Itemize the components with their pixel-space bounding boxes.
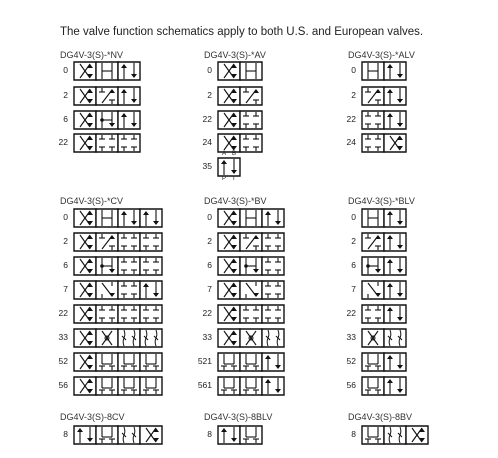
- function-code: 8: [63, 429, 68, 439]
- valve-symbol: [362, 209, 406, 227]
- function-code: 8: [207, 429, 212, 439]
- valve-symbol: [218, 87, 262, 105]
- function-code: 2: [351, 236, 356, 246]
- valve-symbol: [74, 353, 162, 371]
- function-code: 6: [207, 260, 212, 270]
- valve-symbol: [362, 111, 406, 129]
- function-code: 0: [351, 212, 356, 222]
- function-code: 7: [63, 284, 68, 294]
- function-code: 0: [207, 212, 212, 222]
- valve-symbol: [74, 134, 140, 152]
- valve-symbol: [74, 305, 162, 323]
- valve-symbol: [362, 281, 406, 299]
- valve-symbol: [74, 87, 140, 105]
- valve-symbol: [218, 305, 284, 323]
- function-code: 0: [351, 65, 356, 75]
- function-code: 35: [202, 161, 212, 171]
- valve-symbol: [218, 158, 240, 176]
- function-code: 33: [58, 332, 68, 342]
- valve-symbol: [74, 257, 162, 275]
- valve-symbol: [362, 87, 406, 105]
- port-label-t: T: [232, 176, 236, 182]
- group-title: DG4V-3(S)-*ALV: [348, 50, 415, 60]
- function-code: 56: [346, 380, 356, 390]
- group-title: DG4V-3(S)-*NV: [60, 50, 124, 60]
- valve-symbol: [362, 377, 406, 395]
- function-code: 24: [202, 137, 212, 147]
- port-label-b: B: [232, 151, 237, 157]
- function-code: 2: [63, 90, 68, 100]
- valve-symbol: [218, 111, 262, 129]
- valve-symbol: [362, 233, 406, 251]
- function-code: 52: [58, 356, 68, 366]
- valve-symbol: [218, 426, 262, 444]
- function-code: 2: [207, 90, 212, 100]
- function-code: 33: [202, 332, 212, 342]
- port-label-a: A: [222, 151, 227, 157]
- valve-symbol: [362, 134, 406, 152]
- group-title: DG4V-3(S)-*BLV: [348, 196, 415, 206]
- function-code: 56: [58, 380, 68, 390]
- function-code: 0: [63, 65, 68, 75]
- function-code: 2: [63, 236, 68, 246]
- valve-symbol: [362, 426, 428, 444]
- group-title: DG4V-3(S)-8BLV: [204, 412, 273, 422]
- valve-symbol: [362, 353, 406, 371]
- valve-symbol: [218, 233, 284, 251]
- function-code: 22: [346, 114, 356, 124]
- function-code: 0: [63, 212, 68, 222]
- function-code: 0: [207, 65, 212, 75]
- valve-symbol: [362, 329, 406, 347]
- valve-symbol: [218, 62, 262, 80]
- valve-symbol: [74, 281, 162, 299]
- function-code: 24: [346, 137, 356, 147]
- valve-symbol: [74, 426, 162, 444]
- valve-symbol: [218, 377, 284, 395]
- intro-text: The valve function schematics apply to both U.S. and European valves.: [60, 26, 424, 38]
- valve-symbol: [74, 377, 162, 395]
- function-code: 6: [63, 114, 68, 124]
- function-code: 8: [351, 429, 356, 439]
- function-code: 6: [351, 260, 356, 270]
- group-title: DG4V-3(S)-*AV: [204, 50, 266, 60]
- valve-symbol: [74, 111, 140, 129]
- valve-symbol: [74, 233, 162, 251]
- valve-symbol: [362, 62, 406, 80]
- valve-symbol: [218, 209, 284, 227]
- valve-symbol: [362, 257, 406, 275]
- function-code: 22: [346, 308, 356, 318]
- function-code: 22: [58, 137, 68, 147]
- group-title: DG4V-3(S)-8CV: [60, 412, 125, 422]
- valve-symbol: [362, 305, 406, 323]
- function-code: 521: [197, 356, 212, 366]
- valve-symbol: [218, 329, 284, 347]
- group-title: DG4V-3(S)-*CV: [60, 196, 124, 206]
- function-code: 22: [202, 114, 212, 124]
- function-code: 33: [346, 332, 356, 342]
- function-code: 2: [351, 90, 356, 100]
- valve-symbol: [218, 134, 262, 152]
- function-code: 561: [197, 380, 212, 390]
- function-code: 22: [58, 308, 68, 318]
- valve-symbol: [74, 329, 162, 347]
- function-code: 7: [207, 284, 212, 294]
- function-code: 2: [207, 236, 212, 246]
- valve-symbol: [74, 62, 140, 80]
- group-title: DG4V-3(S)-*BV: [204, 196, 267, 206]
- valve-symbol: [218, 281, 284, 299]
- function-code: 6: [63, 260, 68, 270]
- function-code: 7: [351, 284, 356, 294]
- function-code: 22: [202, 308, 212, 318]
- valve-symbol: [74, 209, 162, 227]
- group-title: DG4V-3(S)-8BV: [348, 412, 413, 422]
- valve-symbol: [218, 353, 284, 371]
- port-label-p: P: [222, 176, 227, 182]
- valve-symbol: [218, 257, 284, 275]
- function-code: 52: [346, 356, 356, 366]
